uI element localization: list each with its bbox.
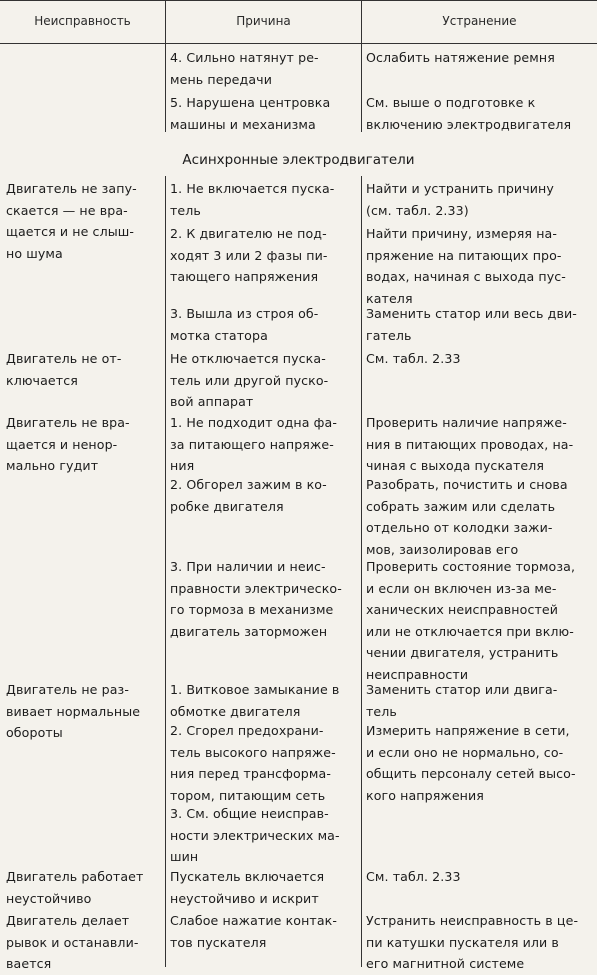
fault-cell: Двигатель не раз- вивает нормальные обороты (6, 682, 141, 740)
fix-cell: Ослабить натяжение ремня (366, 50, 555, 65)
cause-cell: 2. Обгорел зажим в ко- робке двигателя (170, 477, 327, 514)
cause-cell: 5. Нарушена центровка машины и механизма (170, 95, 331, 132)
fix-cell: Измерить напряжение в сети, и если оно не нормально, со- общить персоналу сетей высо- кого напряжения (366, 723, 576, 803)
cause-cell: 1. Не подходит одна фа- за питающего напряже- ния (170, 415, 337, 473)
column-divider (165, 0, 166, 132)
cause-cell: 3. См. общие неисправ- ности электрических ма- шин (170, 806, 340, 864)
fix-cell: Устранить неисправность в це- пи катушки пускателя или в его магнитной системе (366, 913, 579, 971)
cause-cell: Слабое нажатие контак- тов пускателя (170, 913, 338, 950)
header-cause: Причина (236, 14, 291, 28)
fault-cell: Двигатель не запу- скается — не вра- щается и не слыш- но шума (6, 181, 137, 261)
cause-cell: 2. К двигателю не под- ходят 3 или 2 фазы пи- тающего напряжения (170, 226, 328, 284)
cause-cell: Не отключается пуска- тель или другой пуско- вой аппарат (170, 351, 329, 409)
header-fix: Устранение (442, 14, 517, 28)
column-divider (361, 0, 362, 132)
header-fault: Неисправность (34, 14, 131, 28)
fault-cell: Двигатель работает неустойчиво (6, 869, 144, 906)
cause-cell: 1. Не включается пуска- тель (170, 181, 335, 218)
cause-cell: 3. Вышла из строя об- мотка статора (170, 306, 319, 343)
column-divider (165, 176, 166, 967)
cause-cell: Пускатель включается неустойчиво и искрит (170, 869, 325, 906)
fix-cell: Найти причину, измеряя на- пряжение на питающих про- водах, начиная с выхода пус- кателя (366, 226, 566, 306)
fix-cell: Проверить наличие напряже- ния в питающих проводах, на- чиная с выхода пускателя (366, 415, 574, 473)
fault-cell: Двигатель не вра- щается и ненор- мально гудит (6, 415, 130, 473)
fix-cell: См. выше о подготовке к включению электродвигателя (366, 95, 572, 132)
fix-cell: Разобрать, почистить и снова собрать зажим или сделать отдельно от колодки зажи- мов, заизолировав его (366, 477, 568, 557)
fix-cell: Найти и устранить причину (см. табл. 2.33) (366, 181, 554, 218)
table-header (0, 0, 597, 44)
cause-cell: 4. Сильно натянут ре- мень передачи (170, 50, 319, 87)
fix-cell: Заменить статор или двига- тель (366, 682, 558, 719)
cause-cell: 2. Сгорел предохрани- тель высокого напряже- ния перед трансформа- тором, питающим сеть (170, 723, 336, 803)
fix-cell: См. табл. 2.33 (366, 351, 461, 366)
column-divider (361, 176, 362, 967)
fault-cell: Двигатель делает рывок и останавли- вается (6, 913, 139, 971)
cause-cell: 1. Витковое замыкание в обмотке двигателя (170, 682, 340, 719)
fix-cell: Проверить состояние тормоза, и если он включен из-за ме- ханических неисправностей или не отключается при вклю- чении двигателя, устранить неисправности (366, 559, 576, 682)
section-title: Асинхронные электродвигатели (182, 152, 415, 168)
fault-cell: Двигатель не от- ключается (6, 351, 122, 388)
cause-cell: 3. При наличии и неис- правности электрическо- го тормоза в механизме двигатель заторможен (170, 559, 342, 639)
fix-cell: Заменить статор или весь дви- гатель (366, 306, 577, 343)
fix-cell: См. табл. 2.33 (366, 869, 461, 884)
